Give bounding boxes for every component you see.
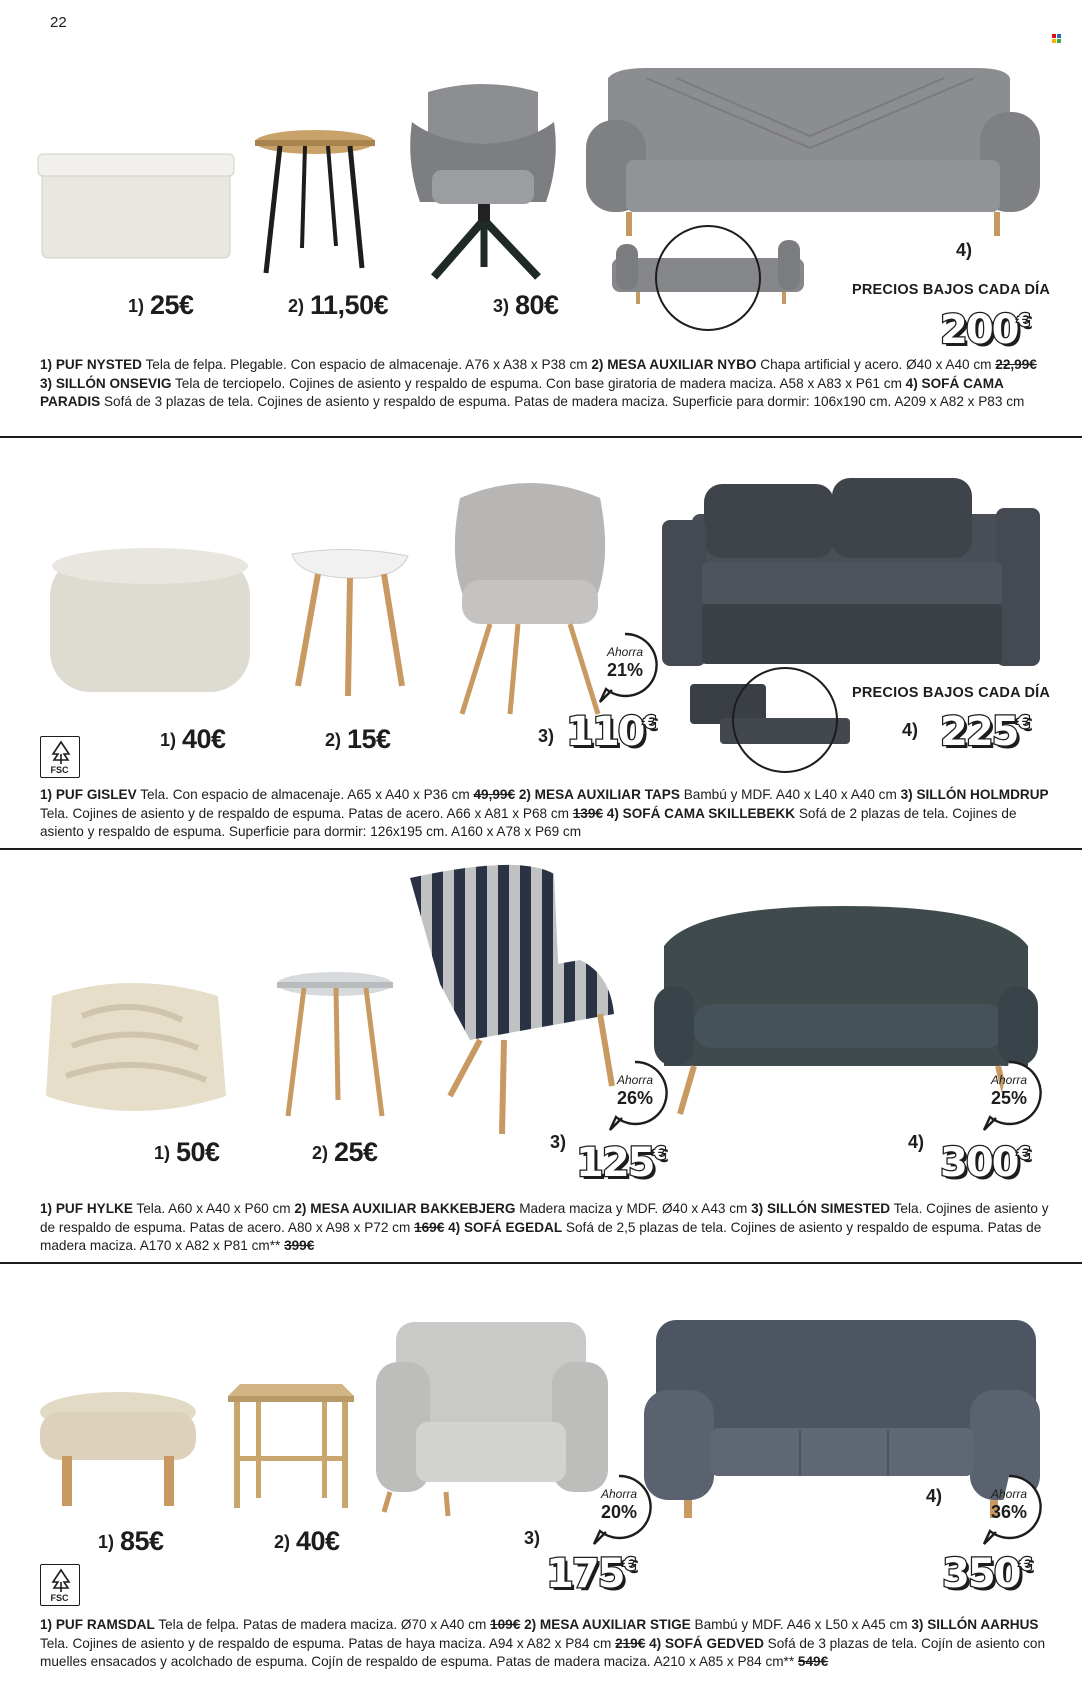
description-block <box>40 786 1050 842</box>
savings-badge: Ahorra 21% <box>592 632 658 704</box>
product-name: 4) SOFÁ CAMA PARADIS <box>40 375 1004 409</box>
mesa-bakkebjerg-image <box>276 970 394 1120</box>
puf-nysted-image <box>38 152 234 262</box>
product-details: Madera maciza y MDF. Ø40 x A43 cm <box>515 1201 752 1216</box>
sillon-onsevig-image <box>398 82 568 282</box>
product-name: 4) SOFÁ GEDVED <box>645 1635 764 1651</box>
product-details: Bambú y MDF. A40 x L40 x A40 cm <box>679 787 901 802</box>
product-name: 1) PUF GISLEV <box>40 787 137 802</box>
mesa-taps-image <box>288 546 412 698</box>
product-name: 1) PUF NYSTED <box>40 357 142 372</box>
description-block <box>40 1616 1050 1672</box>
product-name: 3) SILLÓN HOLMDRUP <box>900 787 1049 802</box>
old-price: 139€ <box>572 805 603 821</box>
price-1: 1) 25€ <box>128 290 194 320</box>
fsc-logo: FSC <box>40 736 80 778</box>
product-details: Tela de felpa. Plegable. Con espacio de almacenaje. A76 x A38 x P38 cm <box>141 357 592 372</box>
section-divider <box>0 436 1082 438</box>
sofa-cama-skillebekk-image <box>662 474 1040 670</box>
fsc-tree-icon <box>50 1568 72 1592</box>
fsc-logo: FSC <box>40 1564 80 1606</box>
low-price-label: PRECIOS BAJOS CADA DÍA <box>852 685 1051 701</box>
section-divider <box>0 1262 1082 1264</box>
mesa-stige-image <box>226 1384 356 1510</box>
product-name: 3) SILLÓN ONSEVIG <box>40 375 172 391</box>
featured-price-3: 175€ <box>546 1551 637 1597</box>
product-name: 3) SILLÓN AARHUS <box>911 1617 1039 1632</box>
sillon-simested-image <box>410 864 624 1136</box>
price-1: 1) 50€ <box>154 1137 220 1167</box>
featured-price: 225€ <box>940 709 1031 755</box>
savings-badge: Ahorra 36% <box>976 1474 1042 1546</box>
section-divider <box>0 848 1082 850</box>
description-block <box>40 1200 1050 1256</box>
product-name: 2) MESA AUXILIAR STIGE <box>520 1617 691 1632</box>
product-details: Tela. A60 x A40 x P60 cm <box>132 1201 295 1216</box>
product-name: 2) MESA AUXILIAR BAKKEBJERG <box>294 1201 516 1216</box>
old-price: 169€ <box>414 1219 445 1235</box>
price-2: 2) 11,50€ <box>288 290 389 320</box>
product-details: Sofá de 2,5 plazas de tela. Cojines de asiento y respaldo de espuma. Patas de madera maciza. A170 x A82 x P81 cm** <box>40 1219 1042 1253</box>
sofa-cama-skillebekk-bed-inset <box>690 664 850 774</box>
product-name: 4) SOFÁ EGEDAL <box>444 1219 563 1235</box>
savings-badge: Ahorra 26% <box>602 1060 668 1132</box>
product-name: 4) SOFÁ CAMA SKILLEBEKK <box>603 805 796 821</box>
product-name: 2) MESA AUXILIAR NYBO <box>591 357 757 372</box>
product-name: 1) PUF HYLKE <box>40 1201 133 1216</box>
sofa-cama-paradis-bed-inset <box>612 222 804 332</box>
page-number: 22 <box>50 14 67 31</box>
old-price: 49,99€ <box>473 787 516 802</box>
product-name: 3) SILLÓN SIMESTED <box>751 1201 891 1216</box>
featured-index: 3) <box>550 1132 567 1152</box>
description-block <box>40 356 1050 412</box>
price-3: 3) 80€ <box>493 290 559 320</box>
old-price: 549€ <box>797 1654 829 1669</box>
featured-price: 300€ <box>940 1140 1031 1186</box>
featured-index: 4) <box>956 240 973 260</box>
old-price: 219€ <box>615 1635 646 1651</box>
featured-price-3: 110€ <box>566 709 657 755</box>
featured-index: 3) <box>538 726 555 746</box>
featured-price: 350€ <box>942 1551 1033 1597</box>
old-price: 399€ <box>284 1238 315 1253</box>
price-2: 2) 25€ <box>312 1137 378 1167</box>
old-price: 109€ <box>490 1617 521 1632</box>
featured-index: 4) <box>902 720 919 740</box>
puf-ramsdal-image <box>38 1390 198 1508</box>
price-2: 2) 15€ <box>325 724 391 754</box>
sillon-aarhus-image <box>376 1322 608 1518</box>
product-details: Tela. Cojines de asiento y de respaldo de espuma. Patas de haya maciza. A94 x A82 x P84 cm <box>40 1635 616 1651</box>
savings-badge: Ahorra 25% <box>976 1060 1042 1132</box>
product-details: Tela de terciopelo. Cojines de asiento y respaldo de espuma. Con base giratoria de madera maciza. A58 x A83 x P61 cm <box>171 375 906 391</box>
product-details: Tela. Cojines de asiento y de respaldo de espuma. Patas de acero. A66 x A81 x P68 cm <box>40 805 573 821</box>
product-details: Chapa artificial y acero. Ø40 x A40 cm <box>756 357 996 372</box>
product-details: Tela. Cojines de asiento y de respaldo de espuma. Patas de acero. A80 x A98 x P72 cm <box>40 1201 1049 1235</box>
jysk-mark-icon <box>1052 34 1061 43</box>
price-2: 2) 40€ <box>274 1526 340 1556</box>
featured-price: 200€ <box>940 307 1031 353</box>
product-name: 2) MESA AUXILIAR TAPS <box>515 787 680 802</box>
price-1: 1) 40€ <box>160 724 226 754</box>
mesa-nybo-image <box>250 128 380 278</box>
puf-gislev-image <box>50 546 250 694</box>
price-1: 1) 85€ <box>98 1526 164 1556</box>
featured-index: 4) <box>908 1132 925 1152</box>
product-details: Sofá de 2 plazas de tela. Cojines de asiento y respaldo de espuma. Superficie para dormir: 126x195 cm. A160 x A78 x P69 cm <box>40 805 1017 839</box>
product-name: 1) PUF RAMSDAL <box>40 1617 155 1632</box>
product-details: Tela de felpa. Patas de madera maciza. Ø70 x A40 cm <box>154 1617 491 1632</box>
product-details: Bambú y MDF. A46 x L50 x A45 cm <box>690 1617 912 1632</box>
product-details: Sofá de 3 plazas de tela. Cojines de asiento y respaldo de espuma. Patas de madera maciza. Superficie para dormir: 106x190 cm. A209 x A82 x P83 cm <box>100 394 1025 409</box>
product-details: Sofá de 3 plazas de tela. Cojín de asiento con muelles ensacados y acolchado de espuma. Cojín de respaldo de espuma. Patas de madera maciza. A210 x A85 x P84 cm** <box>40 1635 1046 1669</box>
low-price-label: PRECIOS BAJOS CADA DÍA <box>852 282 1051 298</box>
product-details: Tela. Con espacio de almacenaje. A65 x A40 x P36 cm <box>136 787 474 802</box>
puf-hylke-image <box>42 976 228 1120</box>
featured-price-3: 125€ <box>576 1140 667 1186</box>
fsc-tree-icon <box>50 740 72 764</box>
savings-badge: Ahorra 20% <box>586 1474 652 1546</box>
featured-index: 3) <box>524 1528 541 1548</box>
featured-index: 4) <box>926 1486 943 1506</box>
old-price: 22,99€ <box>995 357 1037 372</box>
